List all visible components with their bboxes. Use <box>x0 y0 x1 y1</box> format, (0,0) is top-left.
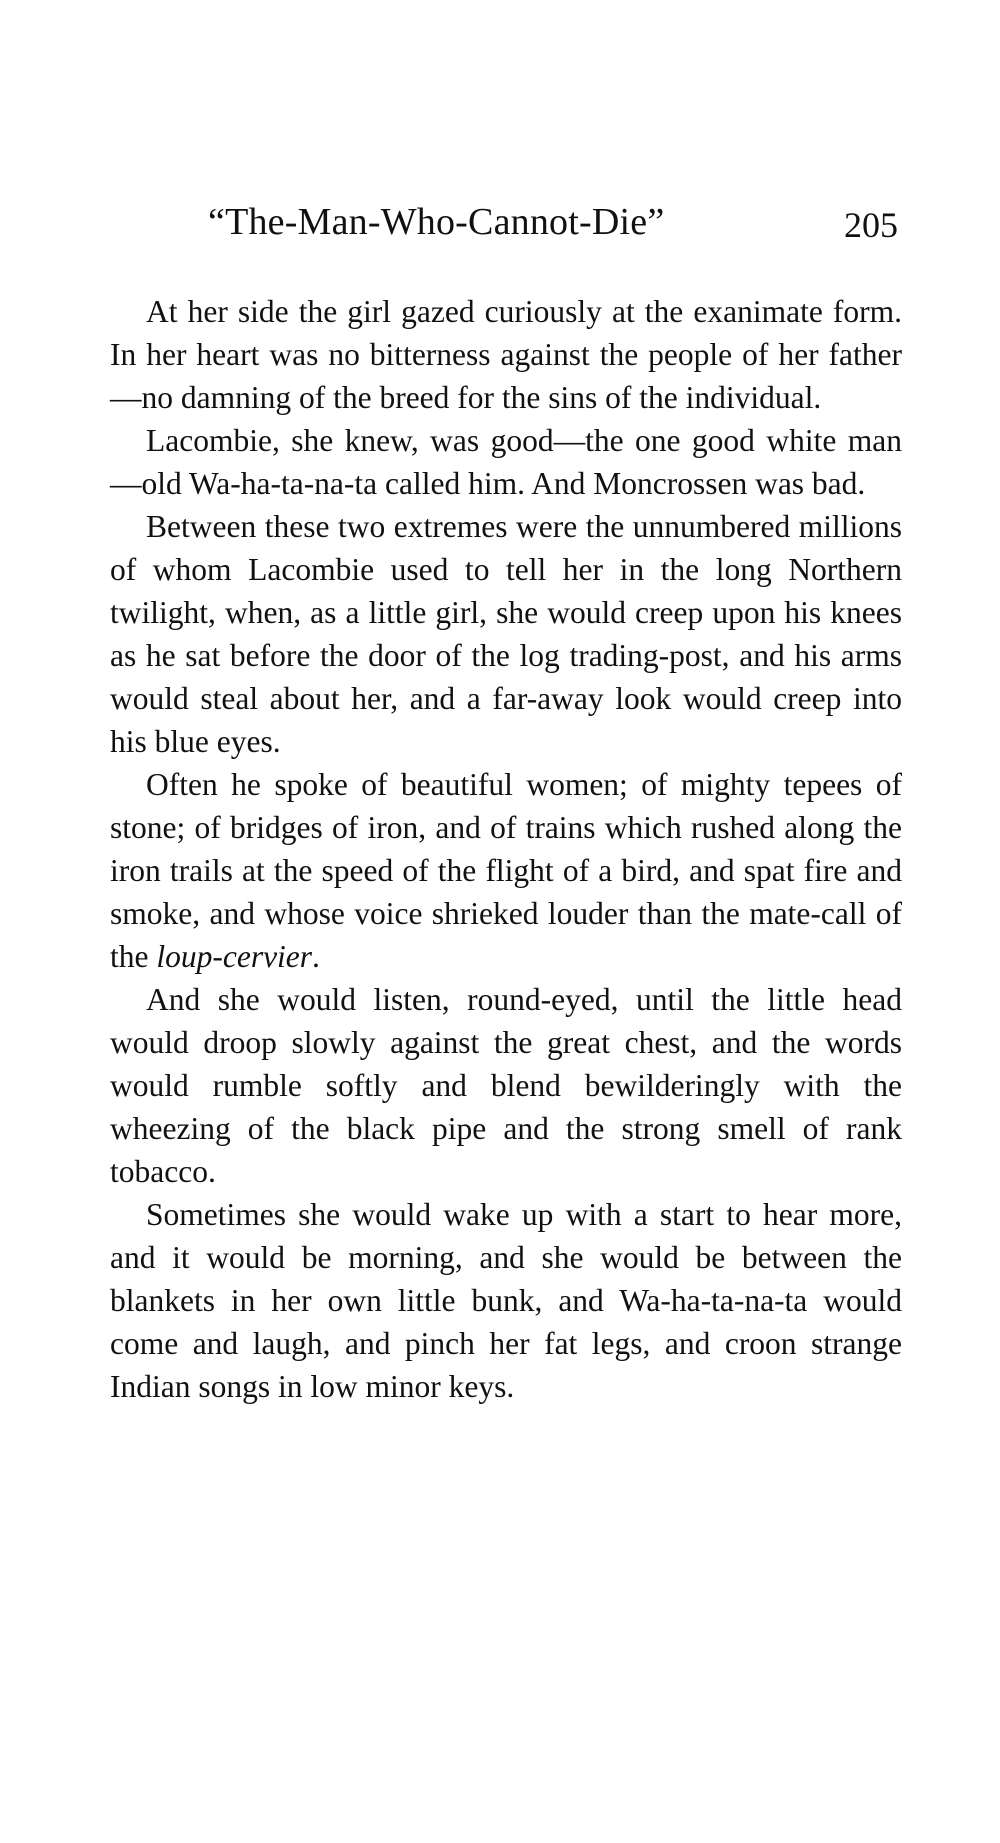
paragraph: Lacombie, she knew, was good—the one good white man—old Wa-ha-ta-na-ta called him. And Moncrossen was bad. <box>110 423 902 501</box>
paragraph-text: Often he spoke of beautiful women; of mighty tepees of stone; of bridges of iron, and of trains which rushed along the iron trails at the speed of the flight of a bird, and spat fire and smoke, and whose voice shrieked louder than the mate-call of the <box>110 767 902 974</box>
paragraph <box>110 763 902 978</box>
italic-term: loup-cervier <box>156 939 313 974</box>
paragraph: And she would listen, round-eyed, until the little head would droop slowly against the great chest, and the words would rumble softly and blend bewilderingly with the wheezing of the black pipe and the strong smell of rank tobacco. <box>110 982 902 1189</box>
paragraph: Sometimes she would wake up with a start to hear more, and it would be morning, and she would be between the blankets in her own little bunk, and Wa-ha-ta-na-ta would come and laugh, and pinch her fat legs, and croon strange Indian songs in low minor keys. <box>110 1197 902 1404</box>
paragraph-text-end: . <box>312 939 320 974</box>
running-head <box>108 200 898 260</box>
body-text <box>110 290 902 1408</box>
running-title: “The-Man-Who-Cannot-Die” <box>208 201 665 243</box>
paragraph: Between these two extremes were the unnumbered millions of whom Lacombie used to tell her in the long Northern twilight, when, as a little girl, she would creep upon his knees as he sat before the door of the log trading-post, and his arms would steal about her, and a far-away look would creep into his blue eyes. <box>110 509 902 759</box>
paragraph: At her side the girl gazed curiously at the exanimate form. In her heart was no bitterness against the people of her father—no damning of the breed for the sins of the individual. <box>110 294 902 415</box>
page-number: 205 <box>844 205 898 245</box>
